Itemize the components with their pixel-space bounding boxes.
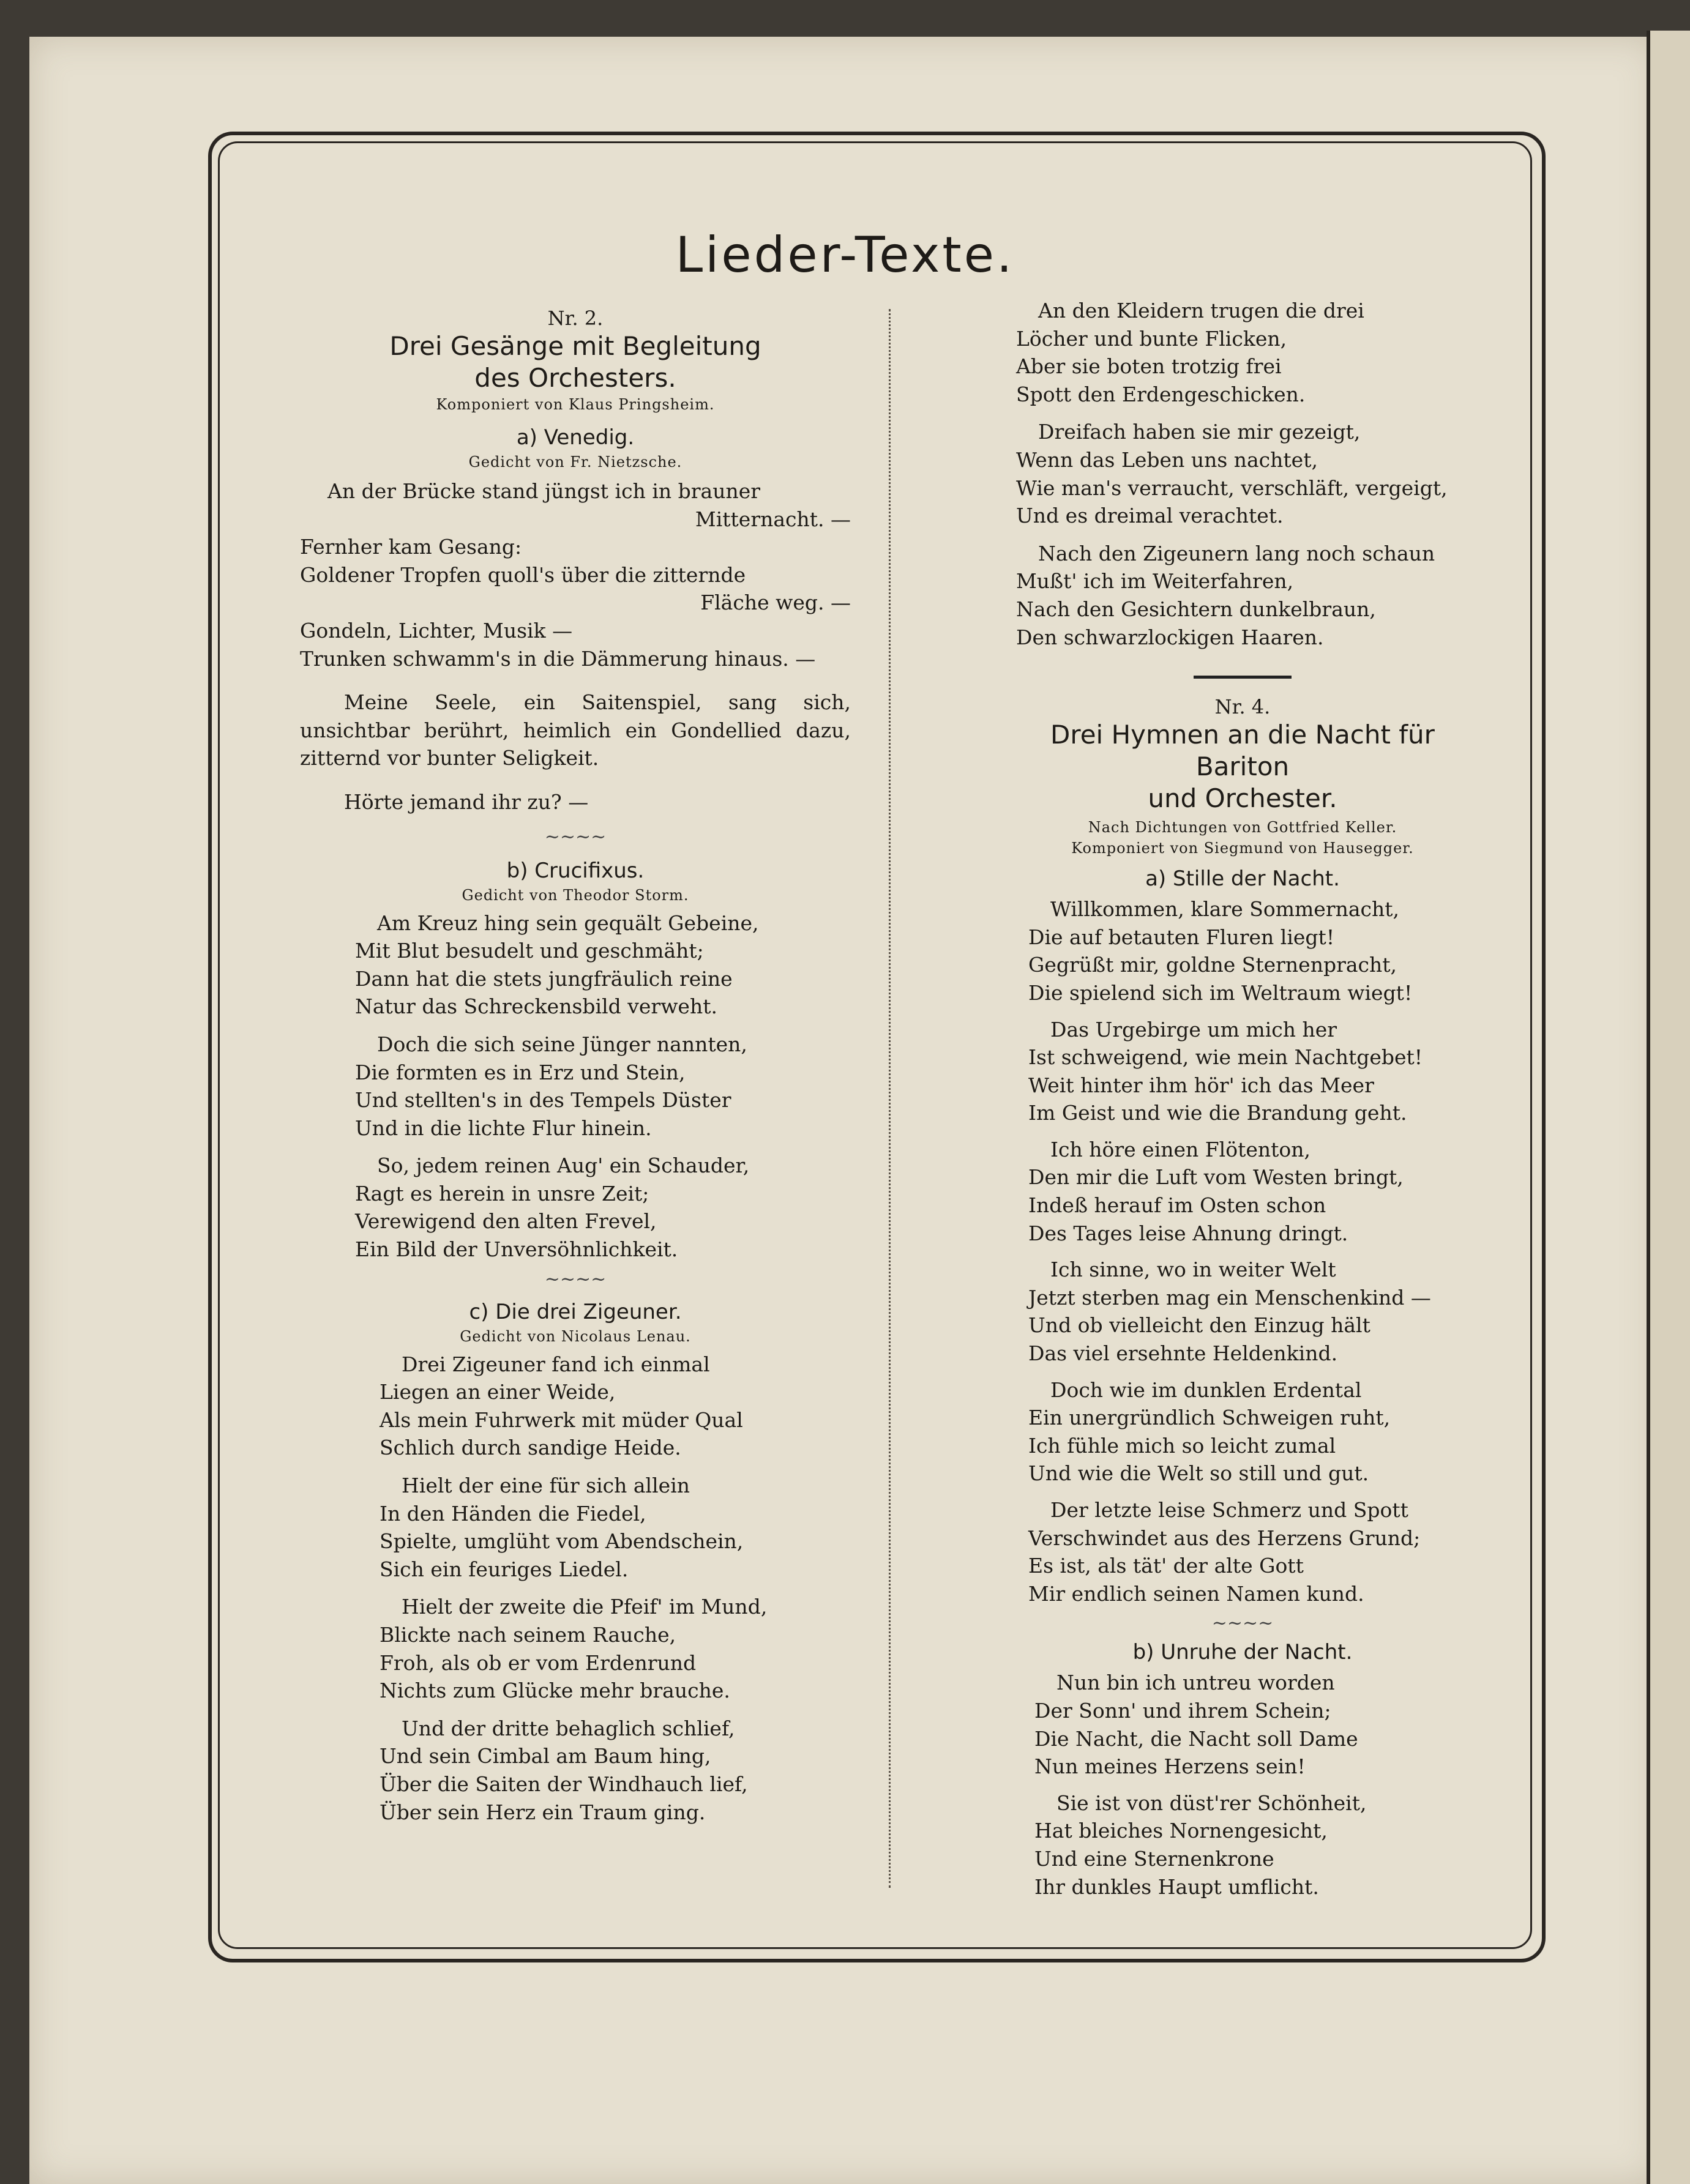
poem-line: Am Kreuz hing sein gequält Gebeine, [377,911,759,935]
poem-line: Und eine Sternenkrone [1034,1846,1274,1871]
poem-line: Die spielend sich im Weltraum wiegt! [1028,980,1413,1005]
nr4-credit-composer: Komponiert von Siegmund von Hausegger. [1071,840,1414,857]
poem-line: Schlich durch sandige Heide. [380,1436,681,1460]
poem-line: Blickte nach seinem Rauche, [380,1623,676,1647]
poem-line: In den Händen die Fiedel, [380,1501,646,1526]
nr4-heading-line1: Drei Hymnen an die Nacht für Bariton [1050,720,1435,782]
stille-poem [1028,895,1469,1608]
zigeuner-title: c) Die drei Zigeuner. [469,1299,682,1324]
poem-line: Der Sonn' und ihrem Schein; [1034,1698,1331,1723]
poem-line: Nach den Zigeunern lang noch schaun [1038,541,1435,565]
poem-line: Den schwarzlockigen Haaren. [1016,625,1324,649]
poem-line: Die Nacht, die Nacht soll Dame [1034,1726,1358,1751]
poem-line: Und in die lichte Flur hinein. [355,1116,652,1140]
page-title: Lieder-Texte. [675,226,1015,283]
unruhe-poem [1034,1669,1469,1901]
poem-line: Im Geist und wie die Brandung geht. [1028,1101,1407,1125]
poem-line: Dreifach haben sie mir gezeigt, [1038,420,1361,444]
nr2-heading-line2: des Orchesters. [474,363,676,393]
column-divider [889,309,891,1888]
nr2-composer: Komponiert von Klaus Pringsheim. [436,396,715,413]
poem-line: Der letzte leise Schmerz und Spott [1050,1498,1408,1522]
poem-line: Willkommen, klare Sommernacht, [1050,897,1400,922]
poem-line: Doch wie im dunklen Erdental [1050,1377,1362,1402]
poem-line: Das Urgebirge um mich her [1050,1017,1337,1042]
poem-line: Mit Blut besudelt und geschmäht; [355,939,704,963]
poem-line: Des Tages leise Ahnung dringt. [1028,1221,1348,1245]
venedig-poem [300,477,851,816]
poem-line: Und wie die Welt so still und gut. [1028,1461,1369,1486]
poem-line: Hielt der zweite die Pfeif' im Mund, [402,1595,768,1619]
poem-line: An der Brücke stand jüngst ich in brauner [327,479,761,503]
poem-line: Das viel ersehnte Heldenkind. [1028,1341,1338,1366]
poem-line: Über sein Herz ein Traum ging. [380,1800,706,1824]
poem-line: Ich fühle mich so leicht zumal [1028,1433,1336,1458]
next-page-edge [1647,31,1690,2184]
poem-line: Die auf betauten Fluren liegt! [1028,925,1335,949]
poem-line: Und stellten's in des Tempels Düster [355,1088,731,1112]
nr4-credit-poet: Nach Dichtungen von Gottfried Keller. [1088,819,1397,837]
venedig-credit: Gedicht von Fr. Nietzsche. [468,453,682,471]
poem-line: Es ist, als tät' der alte Gott [1028,1554,1304,1578]
poem-line: Liegen an einer Weide, [380,1380,616,1404]
poem-line: Hat bleiches Nornengesicht, [1034,1819,1328,1843]
nr4-heading-line2: und Orchester. [1148,783,1337,814]
poem-line: So, jedem reinen Aug' ein Schauder, [377,1153,750,1178]
poem-line: Verschwindet aus des Herzens Grund; [1028,1526,1421,1550]
poem-line: Ist schweigend, wie mein Nachtgebet! [1028,1045,1423,1070]
poem-line: Spott den Erdengeschicken. [1016,382,1306,406]
stille-title: a) Stille der Nacht. [1145,867,1340,892]
poem-line: Sie ist von düst'rer Schönheit, [1056,1791,1367,1815]
poem-line: Aber sie boten trotzig frei [1016,354,1282,379]
poem-line: Nichts zum Glücke mehr brauche. [380,1679,730,1703]
poem-line: Weit hinter ihm hör' ich das Meer [1028,1073,1374,1097]
poem-line: Ihr dunkles Haupt umflicht. [1034,1874,1319,1899]
venedig-paragraph: Meine Seele, ein Saitenspiel, sang sich, unsichtbar berührt, heimlich ein Gondellied dazu, zitternd vor bunter Seligkeit. [300,690,851,770]
poem-line: Doch die sich seine Jünger nannten, [377,1032,747,1056]
poem-line: Und der dritte behaglich schlief, [402,1716,735,1740]
zigeuner-poem-continued [1016,297,1469,651]
crucifixus-credit: Gedicht von Theodor Storm. [462,886,689,904]
ornament-divider: ~~~~ [1211,1612,1274,1634]
poem-line: Nun meines Herzens sein! [1034,1754,1306,1779]
poem-line: Wenn das Leben uns nachtet, [1016,447,1318,472]
poem-line: Den mir die Luft vom Westen bringt, [1028,1165,1404,1190]
poem-line: Gondeln, Lichter, Musik — [300,618,573,643]
left-column [300,306,851,1826]
right-column [1016,297,1469,1901]
poem-line: Nun bin ich untreu worden [1056,1671,1335,1695]
poem-line: Und sein Cimbal am Baum hing, [380,1744,711,1768]
poem-line: Ein unergründlich Schweigen ruht, [1028,1406,1391,1430]
unruhe-title: b) Unruhe der Nacht. [1132,1640,1353,1665]
poem-line: Als mein Fuhrwerk mit müder Qual [380,1407,743,1432]
poem-line: Spielte, umglüht vom Abendschein, [380,1529,744,1554]
poem-line: Ich sinne, wo in weiter Welt [1050,1258,1336,1282]
venedig-title: a) Venedig. [516,425,635,450]
poem-line: Indeß herauf im Osten schon [1028,1193,1326,1218]
poem-line: Ragt es herein in unsre Zeit; [355,1181,649,1206]
nr2-number: Nr. 2. [547,307,604,330]
venedig-closing: Hörte jemand ihr zu? — [344,789,589,814]
poem-line: Gegrüßt mir, goldne Sternenpracht, [1028,953,1397,977]
poem-line: Goldener Tropfen quoll's über die zitternde [300,562,746,587]
poem-line: Ich höre einen Flötenton, [1050,1137,1311,1161]
ornament-divider: ~~~~ [544,1268,607,1290]
poem-line: Mir endlich seinen Namen kund. [1028,1581,1364,1606]
poem-line: Löcher und bunte Flicken, [1016,326,1287,351]
poem-line: Mußt' ich im Weiterfahren, [1016,569,1294,594]
poem-line: Fernher kam Gesang: [300,535,522,559]
nr2-heading-line1: Drei Gesänge mit Begleitung [389,331,761,361]
poem-line: Sich ein feuriges Liedel. [380,1557,629,1581]
ornament-divider: ~~~~ [544,826,607,848]
zigeuner-poem [380,1351,851,1827]
poem-line: Die formten es in Erz und Stein, [355,1060,686,1084]
crucifixus-poem [355,909,851,1264]
crucifixus-title: b) Crucifixus. [506,858,645,883]
poem-line: Natur das Schreckensbild verweht. [355,994,717,1019]
zigeuner-credit: Gedicht von Nicolaus Lenau. [460,1327,691,1345]
poem-line: Und ob vielleicht den Einzug hält [1028,1313,1370,1338]
poem-line: Dann hat die stets jungfräulich reine [355,966,733,991]
nr4-number: Nr. 4. [1214,695,1271,719]
poem-line: Trunken schwamm's in die Dämmerung hinaus. — [300,646,816,671]
poem-line: Nach den Gesichtern dunkelbraun, [1016,597,1376,621]
poem-line: Wie man's verraucht, verschläft, vergeigt, [1016,475,1448,500]
section-rule [1194,676,1292,679]
poem-line: Drei Zigeuner fand ich einmal [402,1352,710,1376]
poem-line: Hielt der eine für sich allein [402,1474,690,1498]
poem-line: Und es dreimal verachtet. [1016,504,1284,528]
poem-line: Verewigend den alten Frevel, [355,1209,657,1234]
poem-line: Froh, als ob er vom Erdenrund [380,1650,697,1675]
poem-line: Mitternacht. — [695,507,851,531]
poem-line: Über die Saiten der Windhauch lief, [380,1772,748,1796]
poem-line: Ein Bild der Unversöhnlichkeit. [355,1237,678,1262]
poem-line: Jetzt sterben mag ein Menschenkind — [1028,1285,1431,1310]
poem-line: An den Kleidern trugen die drei [1038,299,1364,322]
poem-line: Fläche weg. — [700,591,851,615]
